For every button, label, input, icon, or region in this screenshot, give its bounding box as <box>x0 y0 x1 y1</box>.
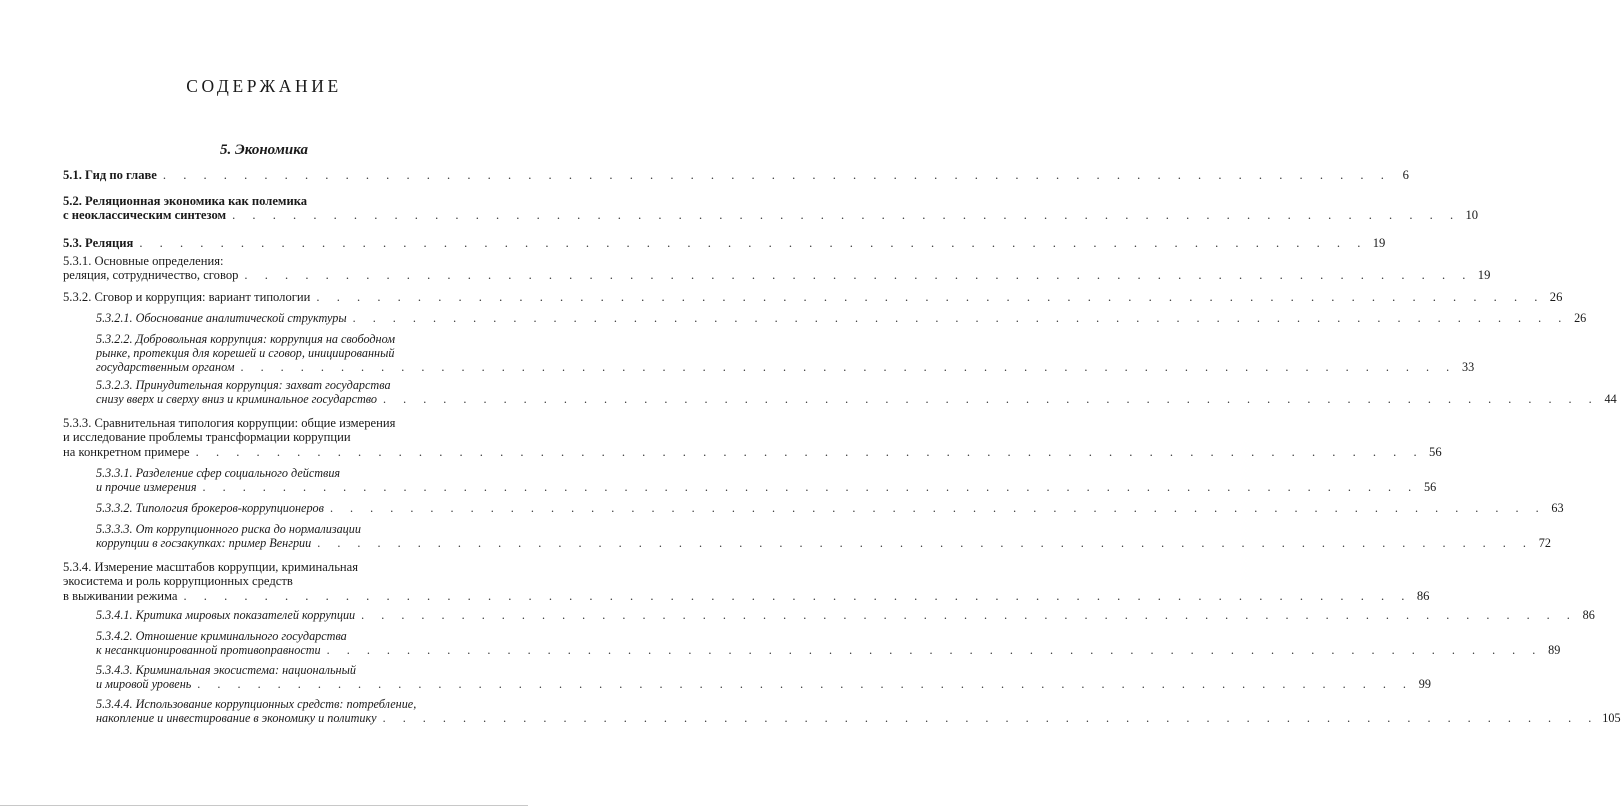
toc-entry-page-number: 10 <box>1465 208 1479 223</box>
toc-entry-last-line <box>96 608 1595 622</box>
toc-entry-page-number: 44 <box>1604 392 1617 406</box>
toc-entry-line: 5.2. Реляционная экономика как полемика <box>63 194 308 208</box>
toc-entry-last-line <box>63 290 1563 304</box>
toc-entry[interactable] <box>96 466 1437 494</box>
toc-entry[interactable] <box>96 311 1587 325</box>
toc-entry-line: накопление и инвестирование в экономику и политику <box>96 711 377 725</box>
toc-entry-line: 5.3.3.3. От коррупционного риска до нормализации <box>96 522 361 536</box>
toc-entry-last-line <box>63 268 1491 283</box>
dot-leader: . . . . . . . . . . . . . . . . . . . . . . . . . . . . . . . . . . . . . . . . . . . . . . . . . . . . . . . . . . . . . <box>383 392 1599 406</box>
toc-entry-last-line <box>96 311 1587 325</box>
toc-entry[interactable] <box>63 560 1430 603</box>
toc-entry-line: на конкретном примере <box>63 444 190 459</box>
toc-entry-page-number: 105 <box>1602 711 1621 725</box>
toc-entry-page-number: 63 <box>1551 501 1564 515</box>
toc-entry-last-line <box>96 711 1621 725</box>
dot-leader: . . . . . . . . . . . . . . . . . . . . . . . . . . . . . . . . . . . . . . . . . . . . . . . . . . . . . . . . . . . . . <box>326 643 1543 657</box>
toc-entry-line: с неоклассическим синтезом <box>63 208 227 223</box>
dot-leader: . . . . . . . . . . . . . . . . . . . . . . . . . . . . . . . . . . . . . . . . . . . . . . . . . . . . . . . . . . . . . <box>382 711 1599 725</box>
toc-entry[interactable] <box>63 236 1386 250</box>
toc-entry-line: и исследование проблемы трансформации коррупции <box>63 430 351 445</box>
toc-entry-last-line <box>96 480 1437 494</box>
toc-entry-line: коррупции в госзакупках: пример Венгрии <box>96 536 312 550</box>
dot-leader: . . . . . . . . . . . . . . . . . . . . . . . . . . . . . . . . . . . . . . . . . . . . . . . . . . . . . . . . . . . . . <box>361 608 1577 622</box>
toc-entry[interactable] <box>96 501 1564 515</box>
toc-entry-page-number: 72 <box>1538 536 1551 550</box>
toc-entry-last-line <box>96 392 1617 406</box>
toc-entry-last-line <box>63 236 1386 250</box>
toc-entry[interactable] <box>96 522 1551 550</box>
toc-entry-line: 5.3.2.1. Обоснование аналитической структуры <box>96 311 347 325</box>
toc-entry-line: и мировой уровень <box>96 677 192 691</box>
toc-heading: СОДЕРЖАНИЕ <box>186 76 342 96</box>
toc-entry-line: в выживании режима <box>63 588 178 603</box>
toc-entry-last-line <box>96 360 1475 374</box>
dot-leader: . . . . . . . . . . . . . . . . . . . . . . . . . . . . . . . . . . . . . . . . . . . . . . . . . . . . . . . . . . . . . <box>232 208 1461 223</box>
toc-entry-line: 5.1. Гид по главе <box>63 168 157 182</box>
toc-entry-line: 5.3.1. Основные определения: <box>63 254 224 268</box>
toc-entry[interactable] <box>63 194 1479 223</box>
toc-entry[interactable] <box>96 629 1561 657</box>
toc-entry-line: к несанкционированной противоправности <box>96 643 321 657</box>
toc-entry-line: государственным органом <box>96 360 235 374</box>
toc-entry-last-line <box>96 677 1431 691</box>
toc-entry-line: 5.3.4.3. Криминальная экосистема: национальный <box>96 663 356 677</box>
toc-entry-line: 5.3.4.1. Критика мировых показателей коррупции <box>96 608 356 622</box>
toc-entry[interactable] <box>96 378 1617 406</box>
dot-leader: . . . . . . . . . . . . . . . . . . . . . . . . . . . . . . . . . . . . . . . . . . . . . . . . . . . . . . . . . . . . . <box>195 444 1424 459</box>
toc-entry-line: 5.3.2.2. Добровольная коррупция: коррупция на свободном <box>96 332 396 346</box>
toc-entry-line: снизу вверх и сверху вниз и криминальное государство <box>96 392 378 406</box>
toc-entry-line: реляция, сотрудничество, сговор <box>63 268 239 283</box>
toc-entry-page-number: 19 <box>1477 268 1491 283</box>
toc-entry[interactable] <box>63 254 1491 283</box>
toc-entry-last-line <box>96 536 1551 550</box>
toc-entry-line: экосистема и роль коррупционных средств <box>63 574 293 589</box>
toc-entry-page-number: 26 <box>1549 290 1563 304</box>
toc-entry[interactable] <box>96 663 1431 691</box>
toc-entry[interactable] <box>63 290 1563 304</box>
toc-entry-last-line <box>63 444 1442 459</box>
toc-entry-last-line <box>96 501 1564 515</box>
dot-leader: . . . . . . . . . . . . . . . . . . . . . . . . . . . . . . . . . . . . . . . . . . . . . . . . . . . . . . . . . . . . . <box>162 168 1391 182</box>
toc-entry-line: 5.3.4.2. Отношение криминального государства <box>96 629 347 643</box>
toc-entry-line: 5.3.3.2. Типология брокеров-коррупционеров <box>96 501 324 515</box>
chapter-title: 5. Экономика <box>220 142 308 158</box>
toc-entry[interactable] <box>63 168 1409 182</box>
toc-entry-last-line <box>96 643 1561 657</box>
dot-leader: . . . . . . . . . . . . . . . . . . . . . . . . . . . . . . . . . . . . . . . . . . . . . . . . . . . . . . . . . . . . . <box>183 588 1412 603</box>
toc-entry-page-number: 99 <box>1418 677 1431 691</box>
dot-leader: . . . . . . . . . . . . . . . . . . . . . . . . . . . . . . . . . . . . . . . . . . . . . . . . . . . . . . . . . . . . . <box>329 501 1546 515</box>
toc-entry-page-number: 56 <box>1429 444 1442 459</box>
toc-entry-page-number: 56 <box>1424 480 1437 494</box>
page-edge-divider <box>0 805 528 806</box>
toc-entry-last-line <box>63 588 1430 603</box>
toc-entry-line: рынке, протекция для корешей и сговор, инициированный <box>96 346 395 360</box>
toc-entry-page-number: 86 <box>1416 588 1430 603</box>
dot-leader: . . . . . . . . . . . . . . . . . . . . . . . . . . . . . . . . . . . . . . . . . . . . . . . . . . . . . . . . . . . . . <box>139 236 1368 250</box>
toc-entry[interactable] <box>63 416 1442 459</box>
dot-leader: . . . . . . . . . . . . . . . . . . . . . . . . . . . . . . . . . . . . . . . . . . . . . . . . . . . . . . . . . . . . . <box>352 311 1569 325</box>
dot-leader: . . . . . . . . . . . . . . . . . . . . . . . . . . . . . . . . . . . . . . . . . . . . . . . . . . . . . . . . . . . . . <box>240 360 1457 374</box>
toc-entry-page-number: 19 <box>1372 236 1386 250</box>
toc-entry[interactable] <box>96 608 1595 622</box>
toc-entry-last-line <box>63 208 1479 223</box>
toc-entry-line: 5.3. Реляция <box>63 236 134 250</box>
toc-entry-line: 5.3.2.3. Принудительная коррупция: захват государства <box>96 378 391 392</box>
toc-entry-line: 5.3.3.1. Разделение сфер социального действия <box>96 466 341 480</box>
dot-leader: . . . . . . . . . . . . . . . . . . . . . . . . . . . . . . . . . . . . . . . . . . . . . . . . . . . . . . . . . . . . . <box>244 268 1473 283</box>
toc-entry[interactable] <box>96 332 1475 374</box>
dot-leader: . . . . . . . . . . . . . . . . . . . . . . . . . . . . . . . . . . . . . . . . . . . . . . . . . . . . . . . . . . . . . <box>317 536 1533 550</box>
toc-entry-page-number: 33 <box>1461 360 1475 374</box>
toc-entry-last-line <box>63 168 1409 182</box>
toc-entry-line: 5.3.3. Сравнительная типология коррупции: общие измерения <box>63 416 396 430</box>
toc-entry-page-number: 6 <box>1402 168 1409 182</box>
toc-entry-page-number: 89 <box>1548 643 1561 657</box>
toc-entry-line: 5.3.2. Сговор и коррупция: вариант типологии <box>63 290 311 304</box>
dot-leader: . . . . . . . . . . . . . . . . . . . . . . . . . . . . . . . . . . . . . . . . . . . . . . . . . . . . . . . . . . . . . <box>202 480 1419 494</box>
toc-entry[interactable] <box>96 697 1621 725</box>
toc-entry-line: и прочие измерения <box>96 480 197 494</box>
toc-entry-page-number: 26 <box>1574 311 1587 325</box>
toc-entry-page-number: 86 <box>1582 608 1595 622</box>
dot-leader: . . . . . . . . . . . . . . . . . . . . . . . . . . . . . . . . . . . . . . . . . . . . . . . . . . . . . . . . . . . . . <box>316 290 1545 304</box>
toc-entry-line: 5.3.4.4. Использование коррупционных средств: потребление, <box>96 697 417 711</box>
toc-entry-line: 5.3.4. Измерение масштабов коррупции, криминальная <box>63 560 359 574</box>
dot-leader: . . . . . . . . . . . . . . . . . . . . . . . . . . . . . . . . . . . . . . . . . . . . . . . . . . . . . . . . . . . . . <box>197 677 1413 691</box>
